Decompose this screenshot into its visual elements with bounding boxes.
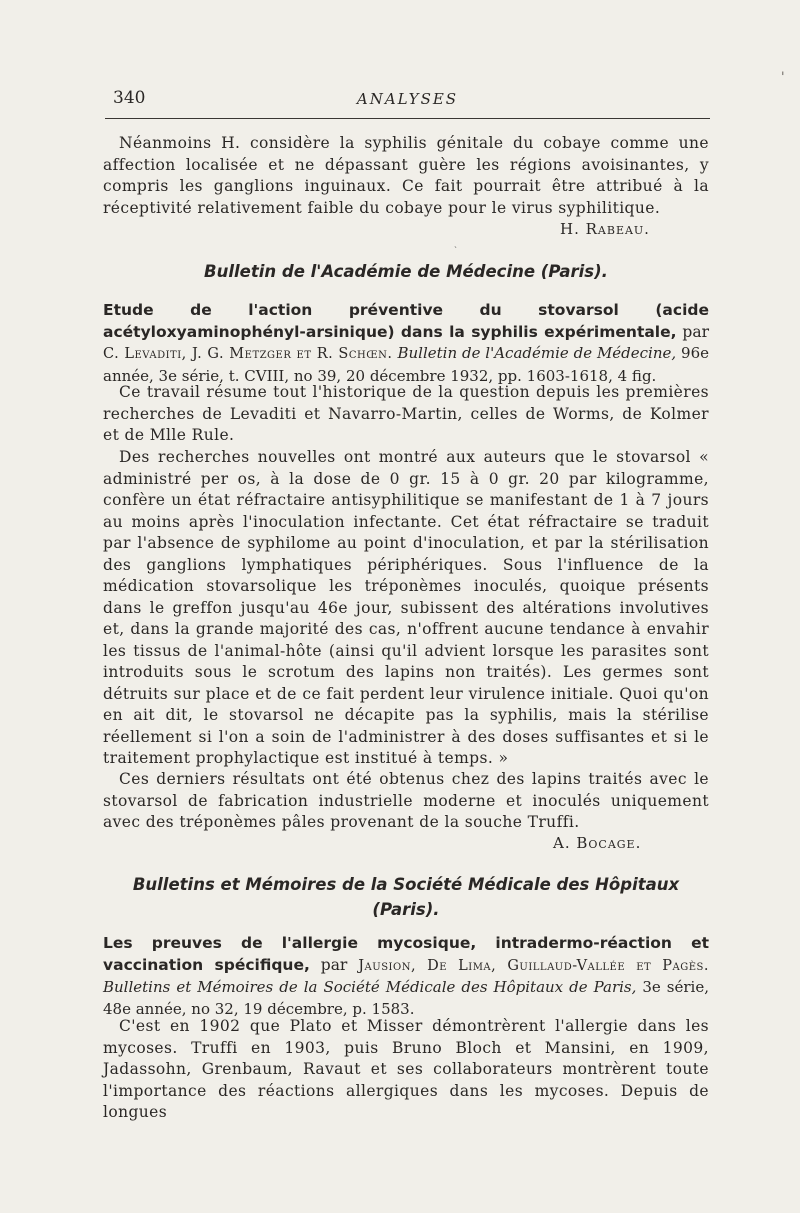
signature-rabeau: H. Rabeau.: [560, 220, 650, 238]
section-heading-societe: [103, 872, 709, 922]
article-heading-allergie: [103, 933, 709, 1020]
article-heading-stovarsol: [103, 300, 709, 387]
separator-tick: ˎ: [454, 239, 457, 249]
article-par: par: [320, 955, 348, 974]
paragraph-resultats: Ces derniers résultats ont été obtenus chez des lapins traités avec le stovarsol de fabrication industrielle moderne et inoculés uniquement avec des tréponèmes pâles provenant de la souche Truffi.: [103, 770, 709, 831]
section-heading-academie: Bulletin de l'Académie de Médecine (Paris).: [204, 262, 608, 281]
signature-bocage: A. Bocage.: [553, 834, 642, 852]
article-citation: 3e série, 48e année, no 32, 19 décembre, p. 1583.: [103, 978, 709, 1018]
running-title: ANALYSES: [356, 90, 459, 108]
journal-name: Bulletin de l'Académie de Médecine,: [397, 344, 677, 362]
article-par: par: [682, 322, 709, 341]
paragraph-recherches: Des recherches nouvelles ont montré aux auteurs que le stovarsol « administré per os, à la dose de 0 gr. 15 à 0 gr. 20 par kilogramme, confère un état réfractaire antisyphilitique se manifestant de 1 à 7 jours au moins après l'inoculation infectante. Cet état réfractaire se traduit par l'absence de syphilome au point d'inoculation, et par la stérilisation des ganglions lymphatiques périphériques. Sous l'influence de la médication stovarsolique les tréponèmes inoculés, quoique présents dans le greffon jusqu'au 46e jour, subissent des altérations involutives et, dans la grande majorité des cas, n'offrent aucune tendance à envahir les tissus de l'animal-hôte (ainsi qu'il advient lorsque les parasites sont introduits sous le scrotum des lapins non traités). Les germes sont détruits sur place et de ce fait perdent leur virulence initiale. Quoi qu'on en ait dit, le stovarsol ne décapite pas la syphilis, mais la stérilise réellement si l'on a soin de l'administrer à des doses suffisantes et si le traitement prophylactique est institué à temps. »: [103, 448, 709, 767]
article-title: Etude de l'action préventive du stovarsol (acide acétyloxyaminophényl-arsinique) dans la syphilis expérimentale,: [103, 301, 709, 341]
article-reference: [103, 978, 709, 1018]
paragraph-historique: Ce travail résume tout l'historique de la question depuis les premières recherches de Levaditi et Navarro-Martin, celles de Worms, de Kolmer et de Mlle Rule.: [103, 383, 709, 444]
margin-mark: ': [781, 70, 785, 85]
journal-name: Bulletins et Mémoires de la Société Médicale des Hôpitaux de Paris,: [103, 978, 637, 996]
page-number: 340: [113, 88, 146, 108]
running-header: [105, 88, 710, 119]
article-authors: Jausion, De Lima, Guillaud-Vallée et Pagès.: [358, 957, 709, 974]
article-authors: C. Levaditi, J. G. Metzger et R. Schœn.: [103, 346, 393, 362]
section-heading-line1: Bulletins et Mémoires de la Société Médicale des Hôpitaux: [132, 875, 680, 894]
article-title: Les preuves de l'allergie mycosique, intradermo-réaction et vaccination spécifique,: [103, 934, 709, 974]
article-citation: 96e année, 3e série, t. CVIII, no 39, 20 décembre 1932, pp. 1603-1618, 4 fig.: [103, 344, 709, 385]
paragraph-neanmoins: Néanmoins H. considère la syphilis génitale du cobaye comme une affection localisée et ne dépassant guère les régions avoisinantes, y compris les ganglions inguinaux. Ce fait pourrait être attribué à la réceptivité relativement faible du cobaye pour le virus syphilitique.: [103, 134, 709, 217]
section-heading-line2: (Paris).: [372, 900, 440, 919]
paragraph-plato: C'est en 1902 que Plato et Misser démontrèrent l'allergie dans les mycoses. Truffi en 1903, puis Bruno Bloch et Mansini, en 1909, Jadassohn, Grenbaum, Ravaut et ses collaborateurs montrèrent toute l'importance des réactions allergiques dans les mycoses. Depuis de longues: [103, 1017, 709, 1121]
